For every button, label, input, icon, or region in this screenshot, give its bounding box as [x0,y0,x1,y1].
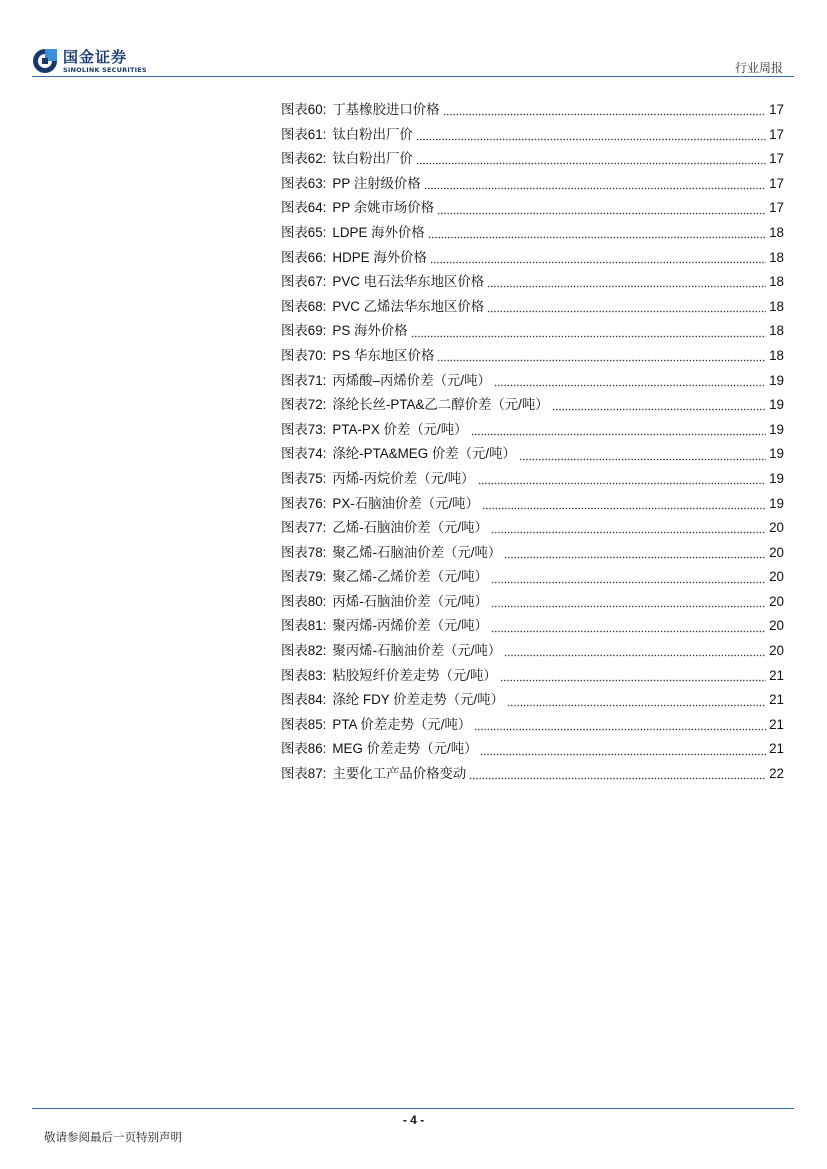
toc-entry[interactable] [281,664,784,689]
toc-dot-leader [504,546,766,560]
toc-entry[interactable] [281,246,784,271]
toc-entry-title: PTA 价差走势（元/吨） [332,716,472,732]
toc-entry-label: 图表78: [281,544,327,560]
toc-entry-label: 图表80: [281,593,327,609]
toc-dot-leader [424,177,766,191]
toc-entry-label: 图表85: [281,716,327,732]
table-of-figures [281,98,784,787]
toc-entry-page: 20 [769,520,784,536]
toc-entry-page: 17 [769,151,784,167]
toc-entry-page: 21 [769,667,784,683]
document-type: 行业周报 [734,61,783,75]
toc-entry-label: 图表79: [281,569,327,585]
toc-dot-leader [552,398,766,412]
toc-entry-label: 图表61: [281,126,327,142]
toc-entry[interactable] [281,319,784,344]
toc-entry-page: 22 [769,766,784,782]
toc-entry[interactable] [281,98,784,123]
toc-entry[interactable] [281,442,784,467]
sinolink-logo-icon [32,48,58,74]
toc-entry-title: 涤纶 FDY 价差走势（元/吨） [332,692,505,708]
toc-entry[interactable] [281,516,784,541]
toc-entry-label: 图表74: [281,446,327,462]
toc-entry-page: 18 [769,298,784,314]
footer-divider [32,1108,794,1109]
toc-entry[interactable] [281,688,784,713]
toc-dot-leader [411,325,767,339]
toc-entry-label: 图表63: [281,175,327,191]
toc-entry-label: 图表73: [281,421,327,437]
toc-entry-label: 图表83: [281,667,327,683]
page-header [0,0,827,80]
toc-entry-label: 图表81: [281,618,327,634]
toc-entry-page: 20 [769,544,784,560]
brand-name-en: SINOLINK SECURITIES [63,66,147,74]
page-number: - 4 - [402,1113,425,1127]
brand-name-cn: 国金证券 [63,48,128,66]
toc-entry[interactable] [281,590,784,615]
toc-dot-leader [482,497,766,511]
toc-entry-page: 17 [769,175,784,191]
toc-entry-title: PVC 乙烯法华东地区价格 [332,298,485,314]
toc-entry[interactable] [281,713,784,738]
toc-entry-page: 20 [769,618,784,634]
toc-entry[interactable] [281,762,784,787]
toc-entry-title: PX-石脑油价差（元/吨） [332,495,479,511]
toc-entry-label: 图表69: [281,323,327,339]
toc-entry[interactable] [281,196,784,221]
toc-entry-page: 18 [769,224,784,240]
toc-entry-title: PVC 电石法华东地区价格 [332,274,485,290]
toc-entry-label: 图表77: [281,520,327,536]
toc-entry-label: 图表70: [281,347,327,363]
toc-entry-page: 17 [769,126,784,142]
toc-entry-title: 丁基橡胶进口价格 [332,102,440,117]
toc-entry[interactable] [281,492,784,517]
toc-entry[interactable] [281,221,784,246]
toc-entry-title: PTA-PX 价差（元/吨） [332,421,468,437]
toc-entry-label: 图表87: [281,766,327,782]
toc-entry-title: PP 余姚市场价格 [332,200,435,216]
toc-entry-label: 图表64: [281,200,327,216]
toc-dot-leader [487,275,766,289]
toc-dot-leader [469,767,766,781]
toc-entry[interactable] [281,467,784,492]
toc-entry-title: PS 海外价格 [332,323,408,339]
toc-entry-label: 图表84: [281,692,327,708]
toc-dot-leader [430,251,766,265]
toc-entry-title: 丙烯-石脑油价差（元/吨） [332,593,488,609]
toc-entry[interactable] [281,295,784,320]
toc-entry-title: 涤纶-PTA&MEG 价差（元/吨） [332,446,516,462]
footer-disclaimer: 敬请参阅最后一页特别声明 [44,1130,182,1144]
toc-dot-leader [428,226,766,240]
toc-entry-title: PS 华东地区价格 [332,347,435,363]
toc-dot-leader [437,202,766,216]
toc-dot-leader [500,669,766,683]
toc-entry-page: 19 [769,446,784,462]
toc-dot-leader [491,521,766,535]
toc-entry-label: 图表62: [281,151,327,167]
toc-entry-title: 丙烯-丙烷价差（元/吨） [332,470,475,486]
toc-dot-leader [507,694,766,708]
toc-dot-leader [471,423,767,437]
toc-entry-title: 钛白粉出厂价 [332,151,413,167]
toc-entry-label: 图表66: [281,249,327,265]
toc-entry-title: 聚乙烯-石脑油价差（元/吨） [332,544,502,560]
brand-logo [32,46,172,78]
toc-entry[interactable] [281,737,784,762]
toc-entry-page: 20 [769,643,784,659]
toc-entry[interactable] [281,369,784,394]
toc-entry-label: 图表65: [281,224,327,240]
toc-entry[interactable] [281,147,784,172]
toc-dot-leader [487,300,766,314]
toc-entry-label: 图表82: [281,643,327,659]
toc-entry[interactable] [281,123,784,148]
toc-dot-leader [416,152,766,166]
toc-entry-title: MEG 价差走势（元/吨） [332,741,478,757]
toc-entry-page: 18 [769,323,784,339]
toc-dot-leader [491,620,766,634]
toc-dot-leader [480,743,766,757]
toc-entry-title: 聚乙烯-乙烯价差（元/吨） [332,569,488,585]
toc-entry-title: HDPE 海外价格 [332,249,427,265]
toc-entry[interactable] [281,565,784,590]
toc-dot-leader [491,595,766,609]
toc-entry[interactable] [281,270,784,295]
toc-entry[interactable] [281,541,784,566]
toc-dot-leader [437,349,766,363]
toc-entry-page: 20 [769,593,784,609]
toc-entry-page: 18 [769,274,784,290]
toc-dot-leader [491,571,766,585]
toc-entry-page: 19 [769,495,784,511]
toc-entry[interactable] [281,614,784,639]
toc-entry-label: 图表72: [281,397,327,413]
toc-entry-page: 21 [769,692,784,708]
toc-entry-page: 21 [769,716,784,732]
toc-entry-page: 17 [769,102,784,117]
toc-entry-page: 20 [769,569,784,585]
toc-entry-title: 粘胶短纤价差走势（元/吨） [332,667,497,683]
toc-entry-title: PP 注射级价格 [332,175,421,191]
toc-dot-leader [504,644,766,658]
toc-entry-label: 图表68: [281,298,327,314]
toc-entry-page: 18 [769,249,784,265]
toc-entry-label: 图表86: [281,741,327,757]
toc-entry-title: 聚丙烯-丙烯价差（元/吨） [332,618,488,634]
toc-entry[interactable] [281,418,784,443]
toc-entry-title: 聚丙烯-石脑油价差（元/吨） [332,643,502,659]
toc-entry-title: 主要化工产品价格变动 [332,766,467,782]
toc-entry-title: 涤纶长丝-PTA&乙二醇价差（元/吨） [332,397,549,413]
toc-dot-leader [478,472,767,486]
toc-entry-label: 图表67: [281,274,327,290]
toc-dot-leader [519,448,766,462]
toc-dot-leader [443,103,767,117]
toc-entry-page: 19 [769,372,784,388]
toc-entry-label: 图表76: [281,495,327,511]
toc-entry[interactable] [281,393,784,418]
toc-entry[interactable] [281,344,784,369]
toc-entry-title: 乙烯-石脑油价差（元/吨） [332,520,488,536]
header-divider [32,76,794,77]
toc-entry-page: 17 [769,200,784,216]
toc-entry-page: 18 [769,347,784,363]
toc-entry-label: 图表71: [281,372,327,388]
toc-entry-page: 21 [769,741,784,757]
toc-dot-leader [474,718,766,732]
toc-dot-leader [416,128,766,142]
toc-entry-title: 丙烯酸–丙烯价差（元/吨） [332,372,491,388]
toc-entry-page: 19 [769,397,784,413]
toc-entry-title: LDPE 海外价格 [332,224,425,240]
toc-entry[interactable] [281,639,784,664]
toc-entry[interactable] [281,172,784,197]
toc-entry-page: 19 [769,470,784,486]
toc-entry-label: 图表75: [281,470,327,486]
toc-entry-label: 图表60: [281,102,327,117]
toc-entry-page: 19 [769,421,784,437]
toc-entry-title: 钛白粉出厂价 [332,126,413,142]
toc-dot-leader [494,374,766,388]
